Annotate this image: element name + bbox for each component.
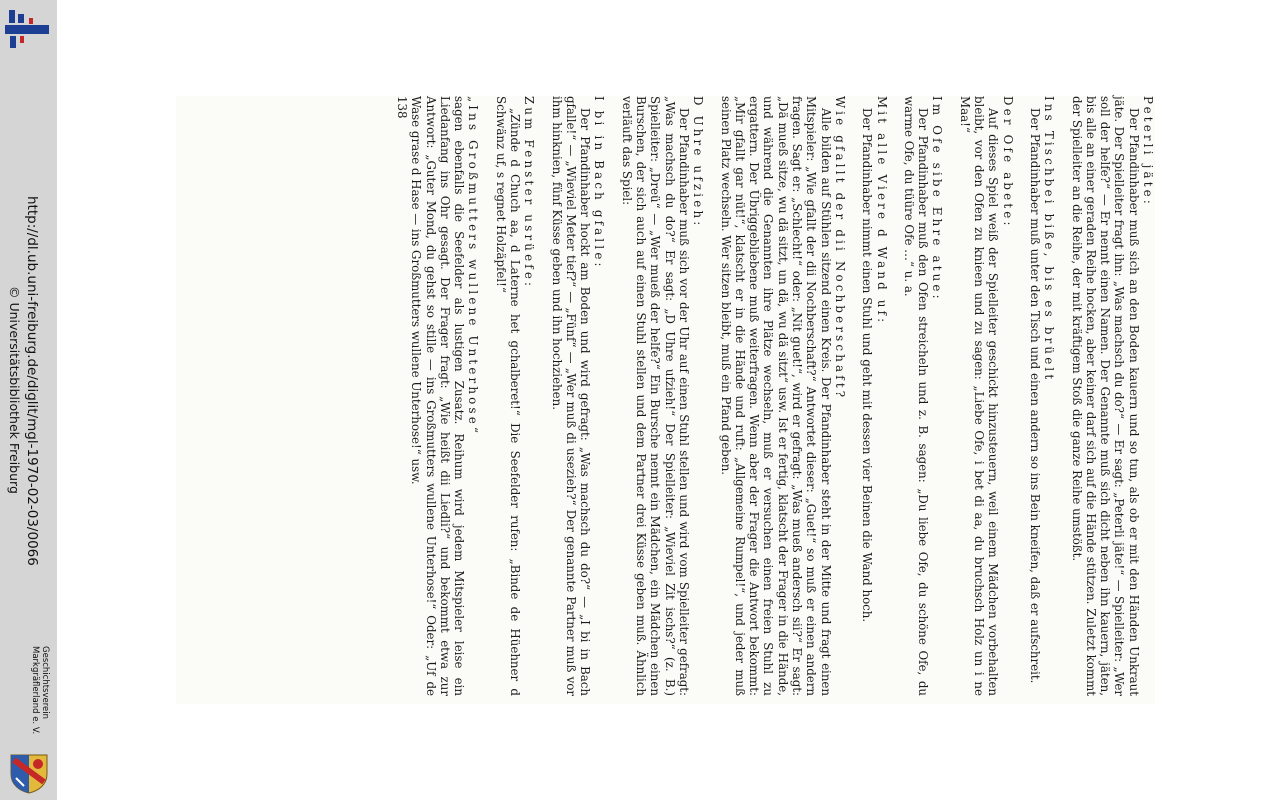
section-body: Der Pfandinhaber hockt am Boden und wird gefragt: „Was machsch du do?“ — „I bi in Bach gfalle!“ — „Wieviel Meter tief?“ — „Fünf“ — „Wer muß di usezieh?“ Der genannte Partner muß vor ihm hinknien, fünf Küsse geben und ihn hochziehen. xyxy=(549,96,593,696)
page-number: 138 xyxy=(394,96,409,119)
section xyxy=(620,96,706,696)
section-heading: Der Ofe abete: xyxy=(1000,96,1015,229)
society-crest-icon xyxy=(8,752,50,794)
section xyxy=(1069,96,1155,696)
section xyxy=(902,96,945,696)
section-body: Alle bilden auf Stühlen sitzend einen Kreis. Der Pfandinhaber steht in der Mitte und fragt einen Mitspieler: „Wie gfallt der dii Nochberschaft?“ Antwortet dieser: „Guet!“ so muß er einen andern fragen. Sagt er: „Schlecht!“ oder: „Nit guet!“, wird er gefragt: „Was mueß andersch sii?“ Er sagt: „Dä mueß sitze, wu dä sitzt, un dä, wu dä sitzt“ usw. Ist er fertig, klatscht der Frager in die Hände, und während die Genannten ihre Plätze wechseln, muß er versuchen einen freien Stuhl zu ergattern. Der Übriggebliebene muß weiterfragen. Wenn aber der Frager die Antwort bekommt: „Mir gfallt gar nüt!“, klatscht er in die Hände und ruft: „Allgemeine Rumpel!“, und jeder muß seinen Platz wechseln. Wer sitzen bleibt, muß ein Pfand geben. xyxy=(718,96,833,696)
section-body: Der Pfandinhaber muß den Ofen streicheln und z. B. sagen: „Du liebe Ofe, du schöne Ofe, du warme Ofe, du tüüre Ofe …“ u. a. xyxy=(901,96,931,696)
section xyxy=(1028,96,1057,696)
section-heading: Wie gfallt der dii Nochberschaft? xyxy=(832,96,847,401)
copyright-text: © Universitätsbibliothek Freiburg xyxy=(7,286,22,494)
section-body: Der Pfandinhaber muß unter den Tisch und einen andern so ins Bein kneifen, daß er aufschreit. xyxy=(1027,108,1042,684)
section-heading: Mit alle Viere d Wand uf: xyxy=(874,96,889,326)
sidebar xyxy=(0,0,57,800)
section xyxy=(409,96,480,696)
section-body: Der Pfandinhaber muß sich vor der Uhr auf einen Stuhl stellen und wird vom Spielleiter gefragt: „Was machsch du do?“ Er sagt: „D Uhre ufzieh!“ Der Spielleiter: „Wieviel Zit ischs?“ (z. B.) Spielleiter: „Dreü“ — „Wer mueß der helfe?“ Ein Bursche nennt ein Mädchen, ein Mädchen einen Burschen, der sich auch auf einen Stuhl stellen und dem Partner drei Küsse geben muß. Ähnlich verläuft das Spiel: xyxy=(619,96,691,696)
section-heading: Im Ofe sibe Ehre atue: xyxy=(930,96,945,302)
page-content xyxy=(176,96,1155,696)
source-url-link[interactable]: http://dl.ub.uni-freiburg.de/diglit/mgl-1970-02-03/0066 xyxy=(24,196,40,566)
section xyxy=(860,96,889,696)
society-name-line1: Geschichtsverein xyxy=(40,646,50,720)
section-heading: Ins Tischbei biße, bis es brüelt xyxy=(1042,96,1057,383)
section-heading: Peterli jäte: xyxy=(1141,96,1155,208)
ub-freiburg-logo-icon xyxy=(5,8,49,50)
section-heading: „Ins Großmutters wullene Unterhose“ xyxy=(466,96,481,437)
section-heading: Zum Fenster usrüefe: xyxy=(522,96,537,290)
scanned-page xyxy=(176,96,1155,704)
section-body: sagen ebenfalls die Seefelder als lustigen Zusatz. Reihum wird jedem Mitspieler leise ein Liedanfang ins Ohr gesagt. Der Frager fragt: „Wie heißt dii Liedli?“ und bekommt etwa zur Antwort: „Guter Mond, du gehst so stille — ins Großmutters wullene Unterhose!“ Oder: „Uf de Wase grase d Hase — ins Großmutters wullene Unterhose!“ usw. xyxy=(409,96,467,696)
section-body: Der Pfandinhaber muß sich an den Boden kauern und so tun, als ob er mit den Händen Unkraut jäte. Der Spielleiter fragt ihn: „Was machsch du do?“ — Er sagt: „Peterli jäte!“ — Spielleiter: „Wer soll der helfe?“ — Er nennt einen Namen. Der Genannte muß sich dicht neben ihn kauern, jäten, bis alle an einer geraden Reihe hocken, aber keiner darf sich auf die Hände stützen. Zuletzt kommt der Spielleiter an die Reihe, der mit kräftigem Stoß die ganze Reihe umstößt. xyxy=(1069,96,1141,696)
section xyxy=(549,96,606,696)
section-body: Der Pfandinhaber nimmt einen Stuhl und geht mit dessen vier Beinen die Wand hoch. xyxy=(860,108,875,623)
section-body: Auf dieses Spiel weiß der Spielleiter geschickt hinzusteuern, weil einem Mädchen vorbehalten bleibt, vor den Ofen zu knieen und zu sagen: „Liebe Ofe, i bet di aa, du bruchsch Holz un i ne Maa!“ xyxy=(957,96,1001,696)
section-body: „Zünde d Chuch aa, d Laterne het gchalberet!“ Die Seefelder rufen: „Binde de Hüehner d Schwänz uf, s regnet Holzäpfel!“ xyxy=(493,96,523,696)
section-heading: D Uhre ufzieh: xyxy=(691,96,706,229)
section xyxy=(718,96,847,696)
section xyxy=(957,96,1014,696)
section xyxy=(493,96,536,696)
society-name-line2: Markgräflerland e. V. xyxy=(30,646,40,735)
section-heading: I bi in Bach gfalle: xyxy=(592,96,607,270)
